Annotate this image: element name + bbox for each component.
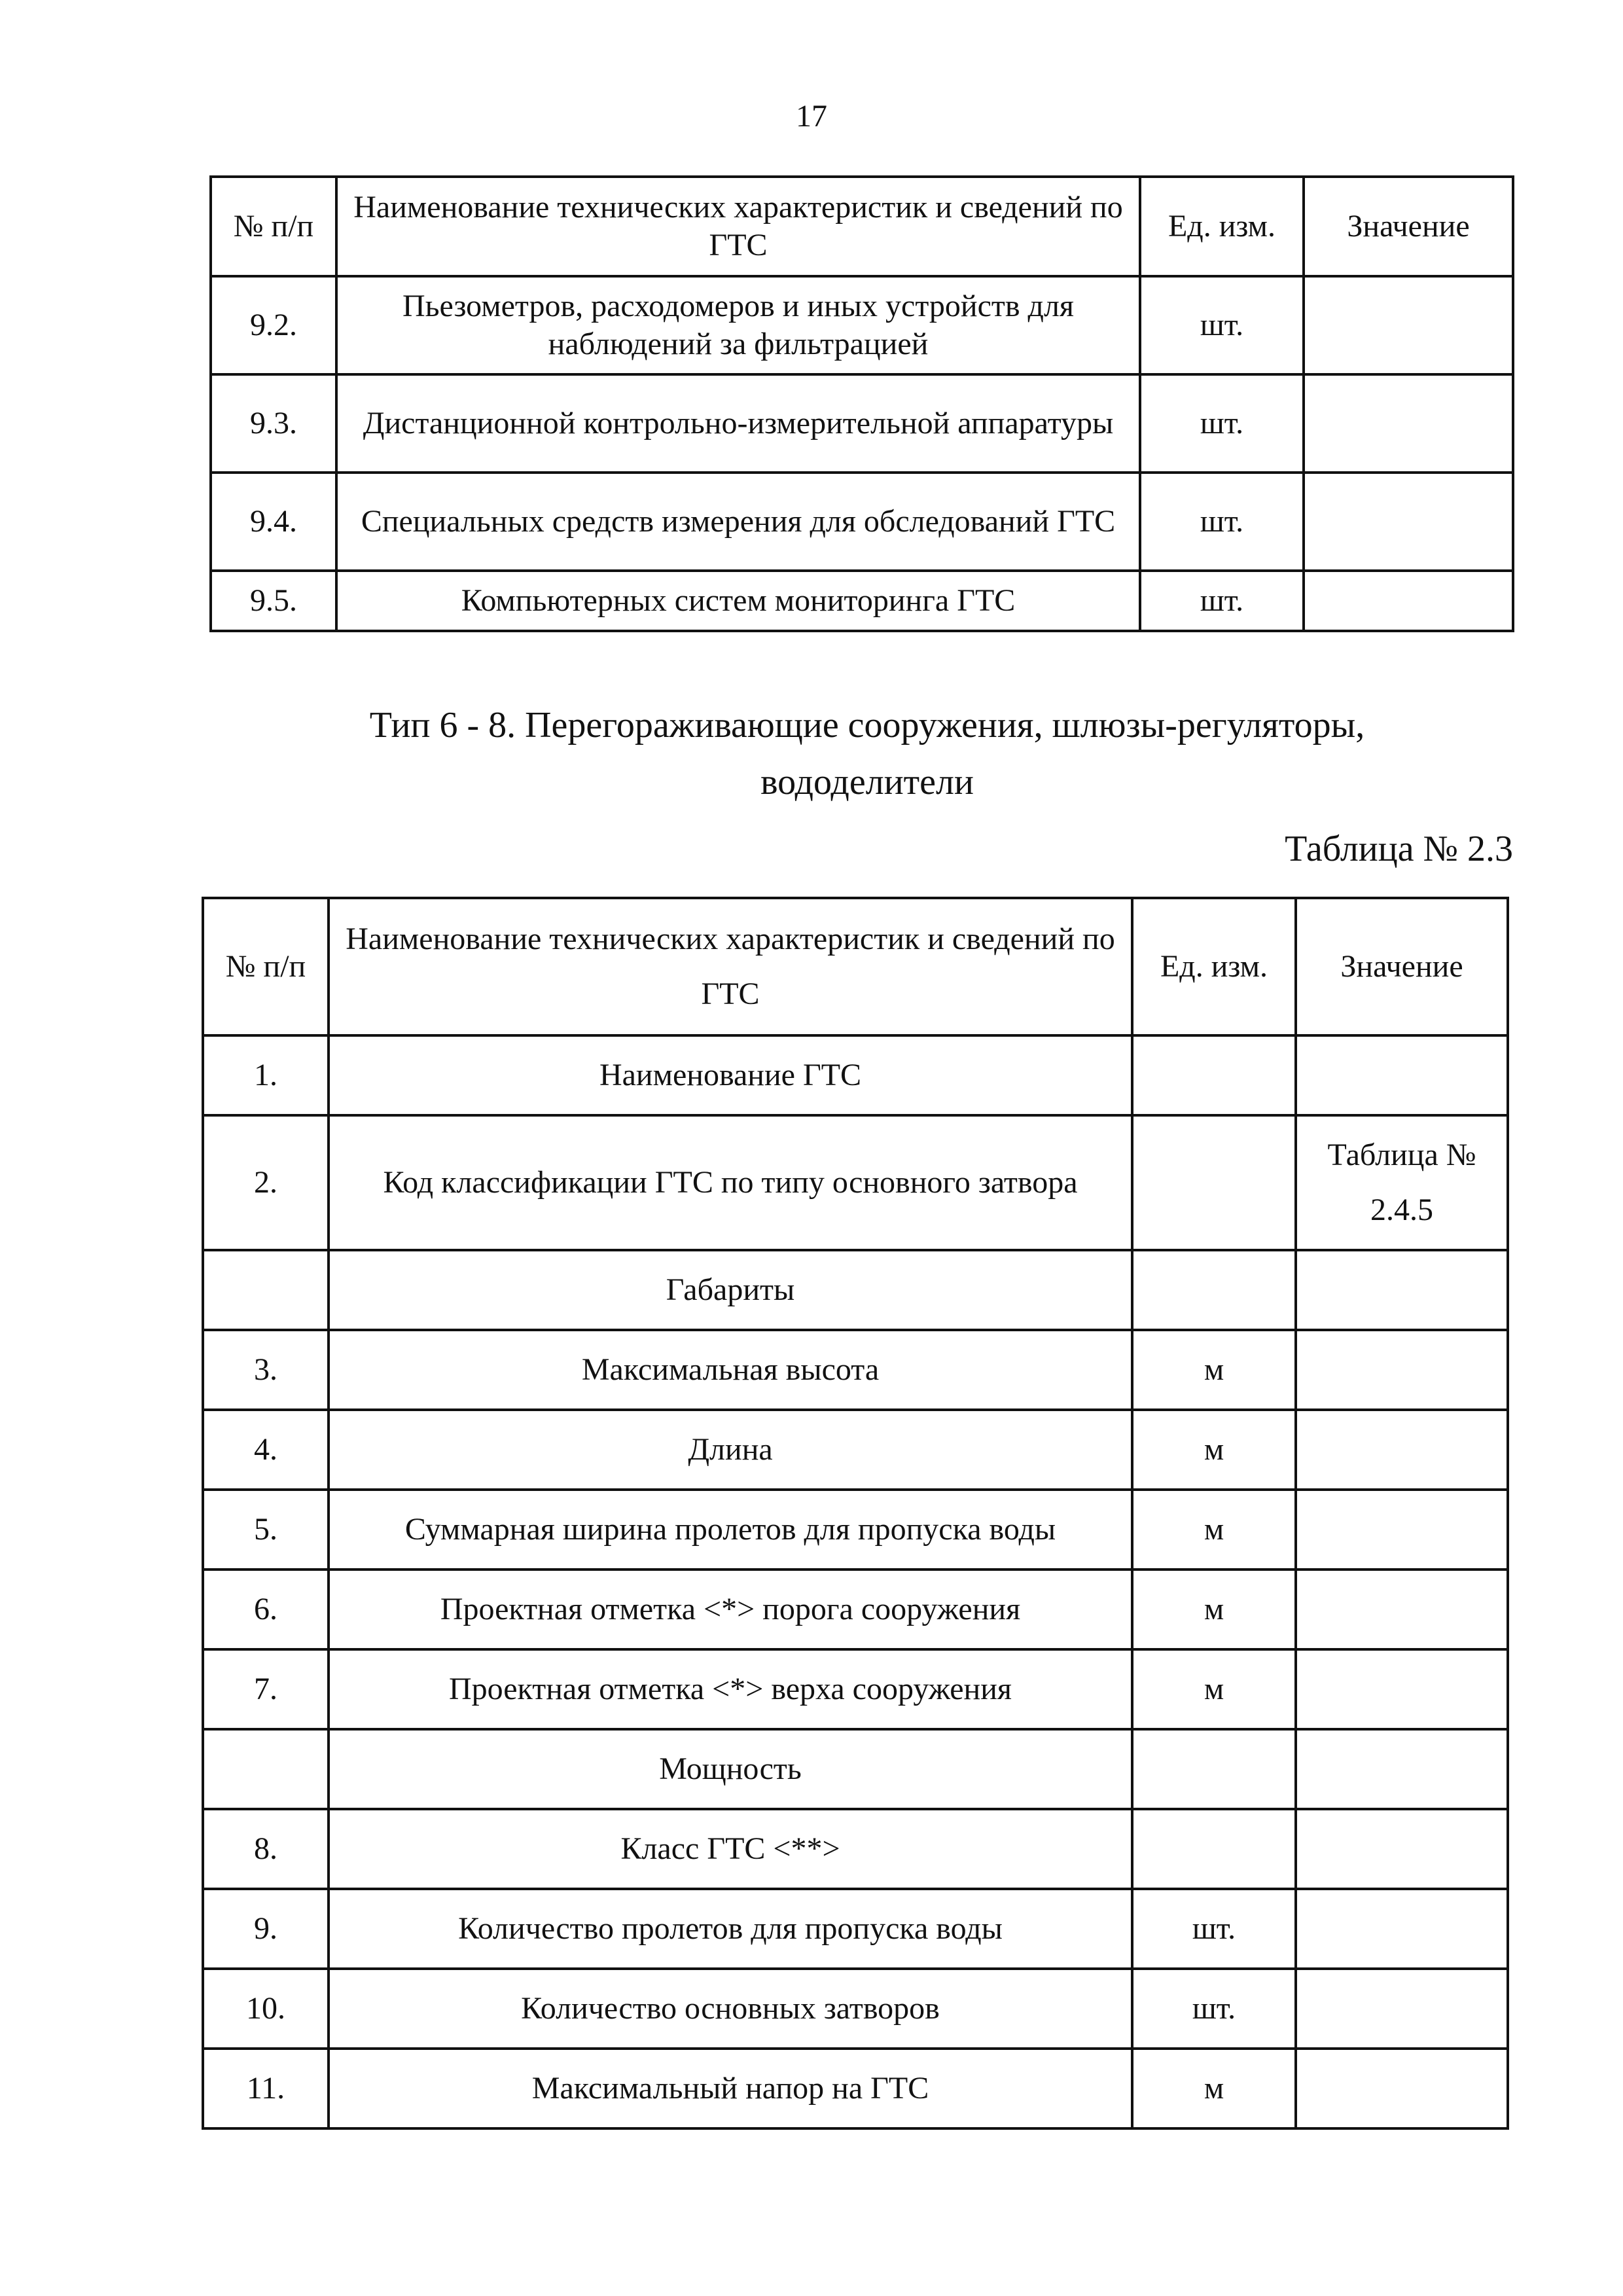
table-row bbox=[203, 2049, 1508, 2128]
number-cell bbox=[203, 1250, 329, 1330]
table-b-body bbox=[203, 898, 1508, 2128]
header-row bbox=[211, 177, 1513, 276]
table-row bbox=[203, 1889, 1508, 1969]
name-cell: Код классификации ГТС по типу основного затвора bbox=[329, 1115, 1132, 1250]
number-cell: 2. bbox=[203, 1115, 329, 1250]
table-row bbox=[203, 1729, 1508, 1809]
value-cell bbox=[1296, 1570, 1508, 1649]
unit-cell: шт. bbox=[1132, 1969, 1296, 2049]
number-cell: 9.5. bbox=[211, 571, 336, 631]
name-cell: Специальных средств измерения для обследований ГТС bbox=[336, 473, 1140, 571]
table-row bbox=[211, 374, 1513, 473]
unit-cell: м bbox=[1132, 1490, 1296, 1570]
number-cell: 9.3. bbox=[211, 374, 336, 473]
table-caption: Таблица № 2.3 bbox=[1285, 829, 1513, 869]
characteristics-table-2-3 bbox=[202, 897, 1509, 2130]
number-cell: 8. bbox=[203, 1809, 329, 1889]
number-cell: 9.2. bbox=[211, 276, 336, 374]
name-cell: Длина bbox=[329, 1410, 1132, 1490]
name-cell: Компьютерных систем мониторинга ГТС bbox=[336, 571, 1140, 631]
unit-cell: шт. bbox=[1140, 473, 1304, 571]
value-cell bbox=[1296, 1649, 1508, 1729]
name-cell: Количество пролетов для пропуска воды bbox=[329, 1889, 1132, 1969]
header-value-cell: Значение bbox=[1296, 898, 1508, 1035]
number-cell bbox=[203, 1729, 329, 1809]
value-cell bbox=[1296, 1330, 1508, 1410]
name-cell: Габариты bbox=[329, 1250, 1132, 1330]
unit-cell: шт. bbox=[1140, 374, 1304, 473]
name-cell: Количество основных затворов bbox=[329, 1969, 1132, 2049]
table-row bbox=[203, 1570, 1508, 1649]
table-row bbox=[203, 1410, 1508, 1490]
value-cell bbox=[1296, 1969, 1508, 2049]
value-cell bbox=[1296, 1035, 1508, 1115]
unit-cell: м bbox=[1132, 1649, 1296, 1729]
unit-cell: м bbox=[1132, 1570, 1296, 1649]
unit-cell: м bbox=[1132, 1330, 1296, 1410]
table-row bbox=[203, 1115, 1508, 1250]
table-row bbox=[203, 1035, 1508, 1115]
number-cell: 7. bbox=[203, 1649, 329, 1729]
header-unit-cell: Ед. изм. bbox=[1132, 898, 1296, 1035]
number-cell: 9.4. bbox=[211, 473, 336, 571]
name-cell: Класс ГТС <**> bbox=[329, 1809, 1132, 1889]
name-cell: Пьезометров, расходомеров и иных устройств для наблюдений за фильтрацией bbox=[336, 276, 1140, 374]
name-cell: Проектная отметка <*> верха сооружения bbox=[329, 1649, 1132, 1729]
value-cell bbox=[1304, 276, 1513, 374]
number-cell: 6. bbox=[203, 1570, 329, 1649]
table-row bbox=[203, 1809, 1508, 1889]
header-value-cell: Значение bbox=[1304, 177, 1513, 276]
table-row bbox=[203, 1250, 1508, 1330]
table-row bbox=[203, 1649, 1508, 1729]
table-row bbox=[203, 1490, 1508, 1570]
unit-cell: м bbox=[1132, 2049, 1296, 2128]
unit-cell: м bbox=[1132, 1410, 1296, 1490]
number-cell: 10. bbox=[203, 1969, 329, 2049]
unit-cell: шт. bbox=[1140, 276, 1304, 374]
table-row bbox=[211, 473, 1513, 571]
name-cell: Максимальная высота bbox=[329, 1330, 1132, 1410]
header-name-cell: Наименование технических характеристик и сведений по ГТС bbox=[336, 177, 1140, 276]
unit-cell bbox=[1132, 1250, 1296, 1330]
unit-cell: шт. bbox=[1140, 571, 1304, 631]
header-row bbox=[203, 898, 1508, 1035]
value-cell bbox=[1304, 473, 1513, 571]
name-cell: Наименование ГТС bbox=[329, 1035, 1132, 1115]
number-cell: 4. bbox=[203, 1410, 329, 1490]
table-row bbox=[211, 276, 1513, 374]
unit-cell bbox=[1132, 1035, 1296, 1115]
name-cell: Проектная отметка <*> порога сооружения bbox=[329, 1570, 1132, 1649]
characteristics-table-continued bbox=[209, 175, 1514, 632]
header-unit-cell: Ед. изм. bbox=[1140, 177, 1304, 276]
page-number: 17 bbox=[796, 99, 827, 134]
number-cell: 1. bbox=[203, 1035, 329, 1115]
header-name-cell: Наименование технических характеристик и сведений по ГТС bbox=[329, 898, 1132, 1035]
value-cell bbox=[1304, 571, 1513, 631]
value-cell: Таблица № 2.4.5 bbox=[1296, 1115, 1508, 1250]
header-number-cell: № п/п bbox=[203, 898, 329, 1035]
header-number-cell: № п/п bbox=[211, 177, 336, 276]
table-row bbox=[211, 571, 1513, 631]
unit-cell bbox=[1132, 1809, 1296, 1889]
unit-cell bbox=[1132, 1729, 1296, 1809]
table-row bbox=[203, 1330, 1508, 1410]
name-cell: Максимальный напор на ГТС bbox=[329, 2049, 1132, 2128]
name-cell: Мощность bbox=[329, 1729, 1132, 1809]
unit-cell: шт. bbox=[1132, 1889, 1296, 1969]
number-cell: 3. bbox=[203, 1330, 329, 1410]
name-cell: Дистанционной контрольно-измерительной аппаратуры bbox=[336, 374, 1140, 473]
value-cell bbox=[1296, 1250, 1508, 1330]
name-cell: Суммарная ширина пролетов для пропуска воды bbox=[329, 1490, 1132, 1570]
number-cell: 11. bbox=[203, 2049, 329, 2128]
value-cell bbox=[1296, 2049, 1508, 2128]
number-cell: 5. bbox=[203, 1490, 329, 1570]
unit-cell bbox=[1132, 1115, 1296, 1250]
value-cell bbox=[1296, 1889, 1508, 1969]
value-cell bbox=[1304, 374, 1513, 473]
value-cell bbox=[1296, 1809, 1508, 1889]
value-cell bbox=[1296, 1490, 1508, 1570]
value-cell bbox=[1296, 1410, 1508, 1490]
value-cell bbox=[1296, 1729, 1508, 1809]
table-a-body bbox=[211, 177, 1513, 631]
table-row bbox=[203, 1969, 1508, 2049]
number-cell: 9. bbox=[203, 1889, 329, 1969]
section-heading: Тип 6 - 8. Перегораживающие сооружения, шлюзы-регуляторы, вододелители bbox=[369, 705, 1365, 802]
